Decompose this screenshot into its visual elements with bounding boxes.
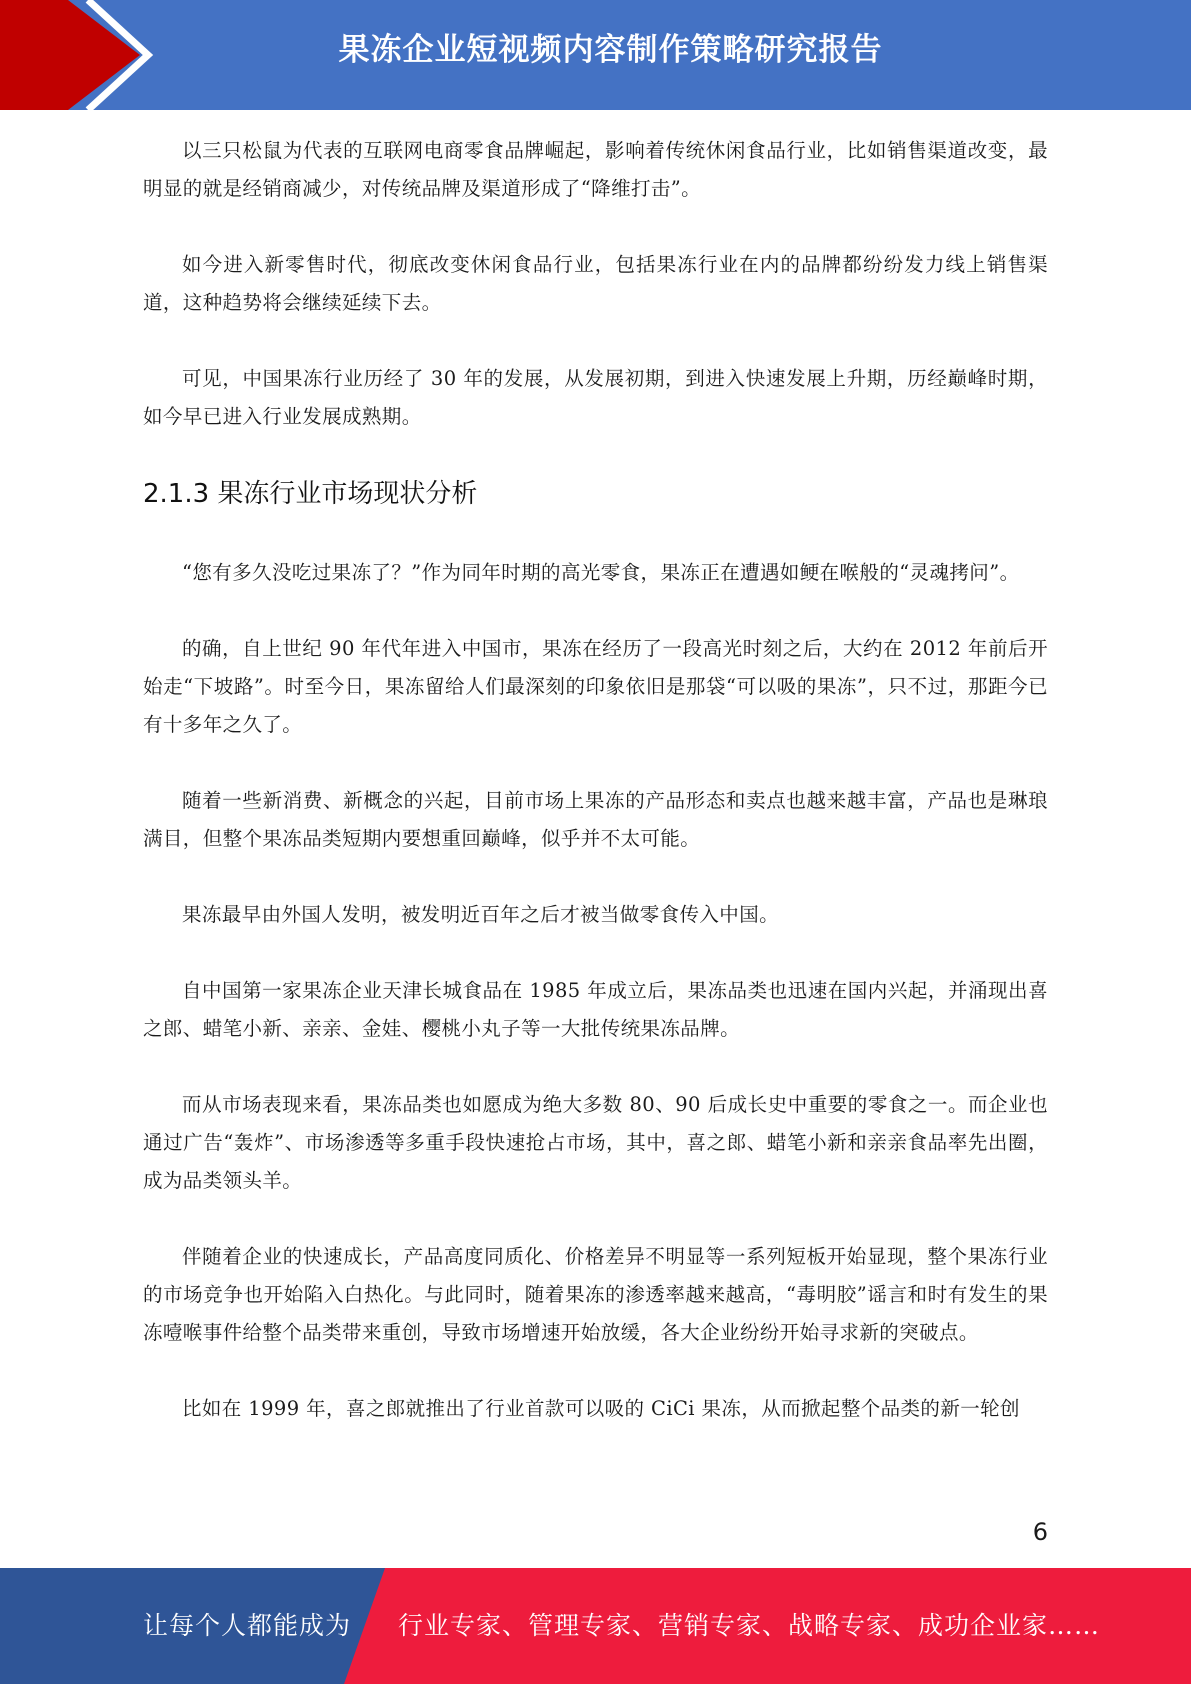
section-heading: 2.1.3 果冻行业市场现状分析 — [143, 479, 478, 509]
page-header — [0, 0, 1191, 110]
paragraph: 以三只松鼠为代表的互联网电商零食品牌崛起，影响着传统休闲食品行业，比如销售渠道改变，最明显的就是经销商减少，对传统品牌及渠道形成了“降维打击”。 — [143, 139, 1048, 200]
paragraph: 自中国第一家果冻企业天津长城食品在 1985 年成立后，果冻品类也迅速在国内兴起，并涌现出喜之郎、蜡笔小新、亲亲、金娃、樱桃小丸子等一大批传统果冻品牌。 — [143, 979, 1048, 1040]
paragraph: 如今进入新零售时代，彻底改变休闲食品行业，包括果冻行业在内的品牌都纷纷发力线上销售渠道，这种趋势将会继续延续下去。 — [143, 253, 1048, 314]
footer-slogan-right: 行业专家、管理专家、营销专家、战略专家、成功企业家…… — [398, 1611, 1101, 1640]
page-number: 6 — [1032, 1518, 1048, 1546]
paragraph: 可见，中国果冻行业历经了 30 年的发展，从发展初期，到进入快速发展上升期，历经巅峰时期，如今早已进入行业发展成熟期。 — [143, 367, 1048, 428]
paragraph: 随着一些新消费、新概念的兴起，目前市场上果冻的产品形态和卖点也越来越丰富，产品也是琳琅满目，但整个果冻品类短期内要想重回巅峰，似乎并不太可能。 — [143, 789, 1048, 850]
paragraph: 而从市场表现来看，果冻品类也如愿成为绝大多数 80、90 后成长史中重要的零食之一。而企业也通过广告“轰炸”、市场渗透等多重手段快速抢占市场，其中，喜之郎、蜡笔小新和亲亲食品率先出圈，成为品类领头羊。 — [143, 1093, 1048, 1192]
page-footer — [0, 1568, 1191, 1684]
paragraph: 比如在 1999 年，喜之郎就推出了行业首款可以吸的 CiCi 果冻，从而掀起整个品类的新一轮创 — [182, 1397, 1020, 1420]
paragraph: 伴随着企业的快速成长，产品高度同质化、价格差异不明显等一系列短板开始显现，整个果冻行业的市场竞争也开始陷入白热化。与此同时，随着果冻的渗透率越来越高，“毒明胶”谣言和时有发生的果冻噎喉事件给整个品类带来重创，导致市场增速开始放缓，各大企业纷纷开始寻求新的突破点。 — [143, 1245, 1048, 1344]
document-body — [143, 132, 1048, 1466]
paragraph: “您有多久没吃过果冻了？”作为同年时期的高光零食，果冻正在遭遇如鲠在喉般的“灵魂拷问”。 — [182, 561, 1020, 584]
header-title: 果冻企业短视频内容制作策略研究报告 — [338, 32, 883, 68]
footer-slogan-left: 让每个人都能成为 — [143, 1611, 352, 1640]
paragraph: 的确，自上世纪 90 年代年进入中国市，果冻在经历了一段高光时刻之后，大约在 2012 年前后开始走“下坡路”。时至今日，果冻留给人们最深刻的印象依旧是那袋“可以吸的果冻”，只不过，那距今已有十多年之久了。 — [143, 637, 1048, 736]
paragraph: 果冻最早由外国人发明，被发明近百年之后才被当做零食传入中国。 — [182, 903, 780, 926]
